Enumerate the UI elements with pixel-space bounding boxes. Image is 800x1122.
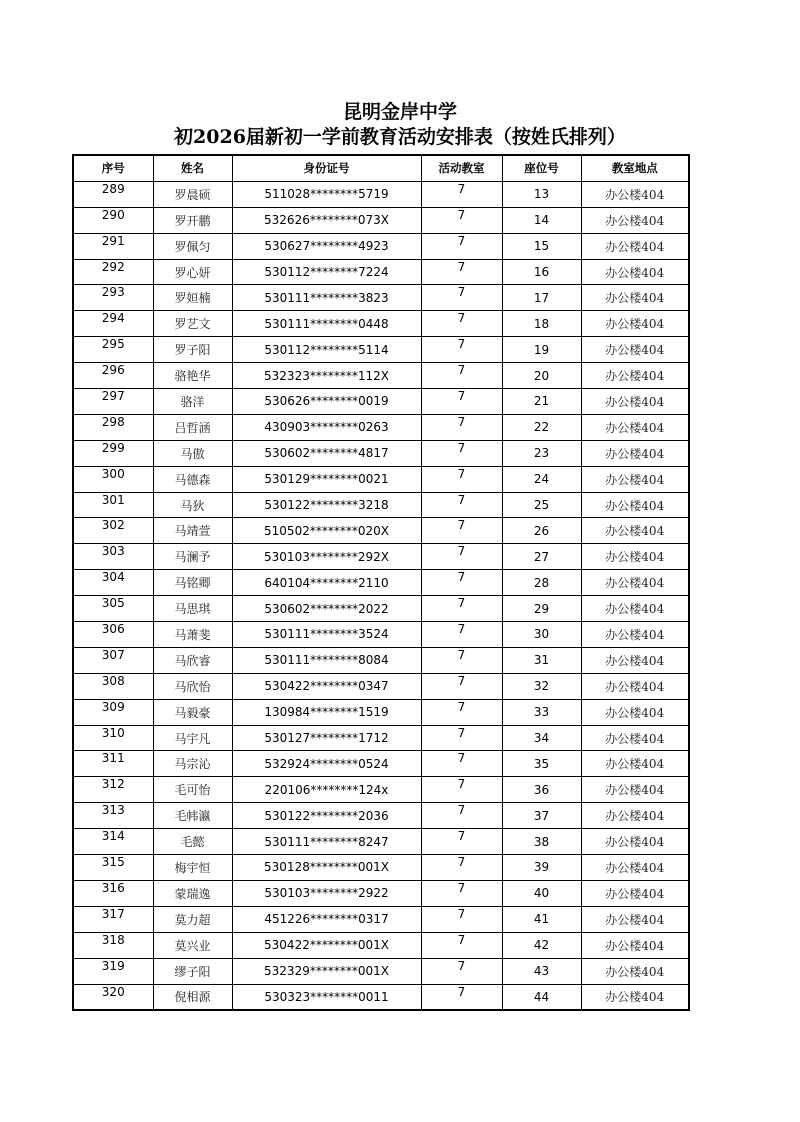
cell-no: 317 — [73, 906, 153, 932]
cell-seat: 42 — [502, 932, 581, 958]
cell-room: 7 — [421, 958, 502, 984]
cell-no: 305 — [73, 596, 153, 622]
cell-location: 办公楼404 — [581, 906, 689, 932]
column-header-id: 身份证号 — [232, 155, 421, 181]
table-row — [73, 337, 689, 363]
cell-room: 7 — [421, 984, 502, 1010]
cell-name: 吕哲涵 — [153, 414, 232, 440]
table-row — [73, 492, 689, 518]
cell-seat: 15 — [502, 233, 581, 259]
cell-no: 290 — [73, 207, 153, 233]
cell-location: 办公楼404 — [581, 518, 689, 544]
cell-seat: 35 — [502, 751, 581, 777]
cell-room: 7 — [421, 699, 502, 725]
cell-id-number: 530627********4923 — [232, 233, 421, 259]
cell-no: 294 — [73, 311, 153, 337]
table-row — [73, 285, 689, 311]
cell-room: 7 — [421, 777, 502, 803]
cell-no: 292 — [73, 259, 153, 285]
cell-name: 罗开鹏 — [153, 207, 232, 233]
cell-location: 办公楼404 — [581, 803, 689, 829]
cell-room: 7 — [421, 466, 502, 492]
cell-room: 7 — [421, 544, 502, 570]
table-row — [73, 311, 689, 337]
cell-room: 7 — [421, 647, 502, 673]
cell-seat: 17 — [502, 285, 581, 311]
cell-no: 302 — [73, 518, 153, 544]
cell-room: 7 — [421, 855, 502, 881]
cell-seat: 18 — [502, 311, 581, 337]
cell-no: 315 — [73, 855, 153, 881]
cell-location: 办公楼404 — [581, 363, 689, 389]
cell-location: 办公楼404 — [581, 699, 689, 725]
cell-no: 309 — [73, 699, 153, 725]
cell-no: 291 — [73, 233, 153, 259]
cell-location: 办公楼404 — [581, 492, 689, 518]
cell-seat: 20 — [502, 363, 581, 389]
cell-location: 办公楼404 — [581, 880, 689, 906]
cell-location: 办公楼404 — [581, 984, 689, 1010]
cell-name: 骆艳华 — [153, 363, 232, 389]
cell-location: 办公楼404 — [581, 647, 689, 673]
cell-location: 办公楼404 — [581, 440, 689, 466]
cell-location: 办公楼404 — [581, 233, 689, 259]
table-row — [73, 725, 689, 751]
cell-name: 马铭卿 — [153, 570, 232, 596]
cell-no: 299 — [73, 440, 153, 466]
cell-name: 马毅豪 — [153, 699, 232, 725]
cell-no: 314 — [73, 829, 153, 855]
cell-name: 马靖萱 — [153, 518, 232, 544]
cell-seat: 21 — [502, 389, 581, 415]
cell-seat: 36 — [502, 777, 581, 803]
cell-seat: 16 — [502, 259, 581, 285]
cell-location: 办公楼404 — [581, 777, 689, 803]
table-row — [73, 181, 689, 207]
cell-no: 303 — [73, 544, 153, 570]
cell-id-number: 530602********2022 — [232, 596, 421, 622]
cell-name: 莫力超 — [153, 906, 232, 932]
cell-no: 316 — [73, 880, 153, 906]
cell-location: 办公楼404 — [581, 725, 689, 751]
cell-no: 308 — [73, 673, 153, 699]
cell-seat: 25 — [502, 492, 581, 518]
cell-location: 办公楼404 — [581, 932, 689, 958]
cell-id-number: 530127********1712 — [232, 725, 421, 751]
table-row — [73, 233, 689, 259]
cell-seat: 19 — [502, 337, 581, 363]
cell-room: 7 — [421, 337, 502, 363]
cell-seat: 40 — [502, 880, 581, 906]
cell-room: 7 — [421, 440, 502, 466]
cell-seat: 14 — [502, 207, 581, 233]
cell-location: 办公楼404 — [581, 311, 689, 337]
table-row — [73, 414, 689, 440]
cell-room: 7 — [421, 233, 502, 259]
cell-id-number: 530111********8247 — [232, 829, 421, 855]
table-row — [73, 958, 689, 984]
table-row — [73, 673, 689, 699]
cell-location: 办公楼404 — [581, 622, 689, 648]
cell-no: 310 — [73, 725, 153, 751]
cell-room: 7 — [421, 596, 502, 622]
cell-room: 7 — [421, 363, 502, 389]
table-row — [73, 932, 689, 958]
cell-seat: 23 — [502, 440, 581, 466]
cell-location: 办公楼404 — [581, 207, 689, 233]
cell-seat: 41 — [502, 906, 581, 932]
cell-no: 297 — [73, 389, 153, 415]
cell-location: 办公楼404 — [581, 751, 689, 777]
cell-name: 毛懿 — [153, 829, 232, 855]
cell-name: 罗子阳 — [153, 337, 232, 363]
table-row — [73, 751, 689, 777]
cell-no: 300 — [73, 466, 153, 492]
cell-location: 办公楼404 — [581, 958, 689, 984]
cell-location: 办公楼404 — [581, 259, 689, 285]
cell-seat: 30 — [502, 622, 581, 648]
cell-id-number: 530103********292X — [232, 544, 421, 570]
table-row — [73, 466, 689, 492]
cell-id-number: 530323********0011 — [232, 984, 421, 1010]
cell-id-number: 530626********0019 — [232, 389, 421, 415]
cell-id-number: 511028********5719 — [232, 181, 421, 207]
cell-no: 304 — [73, 570, 153, 596]
cell-no: 313 — [73, 803, 153, 829]
table-row — [73, 570, 689, 596]
cell-name: 罗心妍 — [153, 259, 232, 285]
column-header-seat: 座位号 — [502, 155, 581, 181]
cell-seat: 39 — [502, 855, 581, 881]
table-row — [73, 207, 689, 233]
cell-name: 毛帏瀛 — [153, 803, 232, 829]
cell-id-number: 530112********5114 — [232, 337, 421, 363]
cell-id-number: 130984********1519 — [232, 699, 421, 725]
cell-name: 马狄 — [153, 492, 232, 518]
cell-name: 罗佩匀 — [153, 233, 232, 259]
cell-room: 7 — [421, 259, 502, 285]
cell-id-number: 530602********4817 — [232, 440, 421, 466]
cell-name: 倪相源 — [153, 984, 232, 1010]
cell-id-number: 530122********2036 — [232, 803, 421, 829]
column-header-room: 活动教室 — [421, 155, 502, 181]
cell-room: 7 — [421, 389, 502, 415]
cell-id-number: 532323********112X — [232, 363, 421, 389]
cell-id-number: 530111********3823 — [232, 285, 421, 311]
cell-seat: 37 — [502, 803, 581, 829]
table-row — [73, 855, 689, 881]
cell-name: 马澜予 — [153, 544, 232, 570]
table-row — [73, 984, 689, 1010]
cell-room: 7 — [421, 207, 502, 233]
cell-id-number: 530112********7224 — [232, 259, 421, 285]
cell-location: 办公楼404 — [581, 829, 689, 855]
cell-id-number: 530422********0347 — [232, 673, 421, 699]
cell-id-number: 220106********124x — [232, 777, 421, 803]
page-title: 初2026届新初一学前教育活动安排表（按姓氏排列） — [174, 126, 626, 148]
cell-seat: 33 — [502, 699, 581, 725]
cell-seat: 44 — [502, 984, 581, 1010]
cell-name: 罗姮楠 — [153, 285, 232, 311]
table-row — [73, 777, 689, 803]
cell-location: 办公楼404 — [581, 285, 689, 311]
table-row — [73, 699, 689, 725]
cell-room: 7 — [421, 673, 502, 699]
table-row — [73, 880, 689, 906]
cell-room: 7 — [421, 725, 502, 751]
table-row — [73, 259, 689, 285]
column-header-location: 教室地点 — [581, 155, 689, 181]
cell-id-number: 530128********001X — [232, 855, 421, 881]
cell-name: 罗晨硕 — [153, 181, 232, 207]
table-row — [73, 440, 689, 466]
cell-no: 293 — [73, 285, 153, 311]
cell-location: 办公楼404 — [581, 466, 689, 492]
cell-name: 马欣睿 — [153, 647, 232, 673]
cell-no: 289 — [73, 181, 153, 207]
table-body — [73, 181, 689, 1010]
cell-room: 7 — [421, 285, 502, 311]
cell-room: 7 — [421, 414, 502, 440]
cell-room: 7 — [421, 622, 502, 648]
cell-seat: 31 — [502, 647, 581, 673]
table-row — [73, 596, 689, 622]
cell-id-number: 530111********8084 — [232, 647, 421, 673]
cell-room: 7 — [421, 932, 502, 958]
cell-location: 办公楼404 — [581, 389, 689, 415]
table-row — [73, 803, 689, 829]
table-row — [73, 363, 689, 389]
cell-no: 295 — [73, 337, 153, 363]
cell-seat: 24 — [502, 466, 581, 492]
cell-seat: 34 — [502, 725, 581, 751]
table-row — [73, 906, 689, 932]
cell-id-number: 530111********0448 — [232, 311, 421, 337]
cell-seat: 29 — [502, 596, 581, 622]
cell-name: 马欣怡 — [153, 673, 232, 699]
student-roster-table — [72, 154, 690, 1011]
cell-room: 7 — [421, 829, 502, 855]
cell-no: 296 — [73, 363, 153, 389]
cell-location: 办公楼404 — [581, 855, 689, 881]
cell-seat: 28 — [502, 570, 581, 596]
cell-location: 办公楼404 — [581, 337, 689, 363]
cell-no: 307 — [73, 647, 153, 673]
cell-seat: 38 — [502, 829, 581, 855]
cell-name: 马傲 — [153, 440, 232, 466]
cell-location: 办公楼404 — [581, 181, 689, 207]
cell-room: 7 — [421, 181, 502, 207]
cell-name: 缪子阳 — [153, 958, 232, 984]
table-row — [73, 622, 689, 648]
cell-id-number: 530122********3218 — [232, 492, 421, 518]
cell-room: 7 — [421, 492, 502, 518]
cell-no: 320 — [73, 984, 153, 1010]
cell-seat: 32 — [502, 673, 581, 699]
cell-name: 罗艺文 — [153, 311, 232, 337]
cell-seat: 22 — [502, 414, 581, 440]
cell-no: 312 — [73, 777, 153, 803]
cell-id-number: 530111********3524 — [232, 622, 421, 648]
table-row — [73, 389, 689, 415]
cell-name: 马宇凡 — [153, 725, 232, 751]
cell-id-number: 530103********2922 — [232, 880, 421, 906]
cell-seat: 43 — [502, 958, 581, 984]
cell-id-number: 451226********0317 — [232, 906, 421, 932]
cell-name: 梅宇恒 — [153, 855, 232, 881]
table-row — [73, 647, 689, 673]
cell-no: 298 — [73, 414, 153, 440]
cell-seat: 26 — [502, 518, 581, 544]
cell-location: 办公楼404 — [581, 596, 689, 622]
cell-room: 7 — [421, 570, 502, 596]
cell-location: 办公楼404 — [581, 570, 689, 596]
cell-room: 7 — [421, 751, 502, 777]
cell-name: 马萧斐 — [153, 622, 232, 648]
cell-no: 318 — [73, 932, 153, 958]
school-name: 昆明金岸中学 — [342, 101, 457, 123]
cell-name: 毛可怡 — [153, 777, 232, 803]
cell-id-number: 532626********073X — [232, 207, 421, 233]
cell-name: 马思琪 — [153, 596, 232, 622]
cell-name: 骆洋 — [153, 389, 232, 415]
column-header-name: 姓名 — [153, 155, 232, 181]
cell-id-number: 510502********020X — [232, 518, 421, 544]
table-row — [73, 544, 689, 570]
cell-room: 7 — [421, 803, 502, 829]
cell-room: 7 — [421, 518, 502, 544]
table-row — [73, 829, 689, 855]
cell-id-number: 640104********2110 — [232, 570, 421, 596]
cell-name: 蒙瑞逸 — [153, 880, 232, 906]
cell-location: 办公楼404 — [581, 414, 689, 440]
cell-id-number: 532329********001X — [232, 958, 421, 984]
cell-seat: 27 — [502, 544, 581, 570]
cell-no: 301 — [73, 492, 153, 518]
cell-location: 办公楼404 — [581, 544, 689, 570]
cell-name: 莫兴业 — [153, 932, 232, 958]
cell-no: 311 — [73, 751, 153, 777]
cell-no: 319 — [73, 958, 153, 984]
table-header-row — [73, 155, 689, 181]
cell-id-number: 530129********0021 — [232, 466, 421, 492]
cell-room: 7 — [421, 880, 502, 906]
cell-location: 办公楼404 — [581, 673, 689, 699]
cell-id-number: 430903********0263 — [232, 414, 421, 440]
cell-no: 306 — [73, 622, 153, 648]
cell-seat: 13 — [502, 181, 581, 207]
cell-id-number: 530422********001X — [232, 932, 421, 958]
cell-room: 7 — [421, 311, 502, 337]
table-row — [73, 518, 689, 544]
cell-room: 7 — [421, 906, 502, 932]
cell-name: 马宗沁 — [153, 751, 232, 777]
column-header-no: 序号 — [73, 155, 153, 181]
cell-name: 马德森 — [153, 466, 232, 492]
cell-id-number: 532924********0524 — [232, 751, 421, 777]
